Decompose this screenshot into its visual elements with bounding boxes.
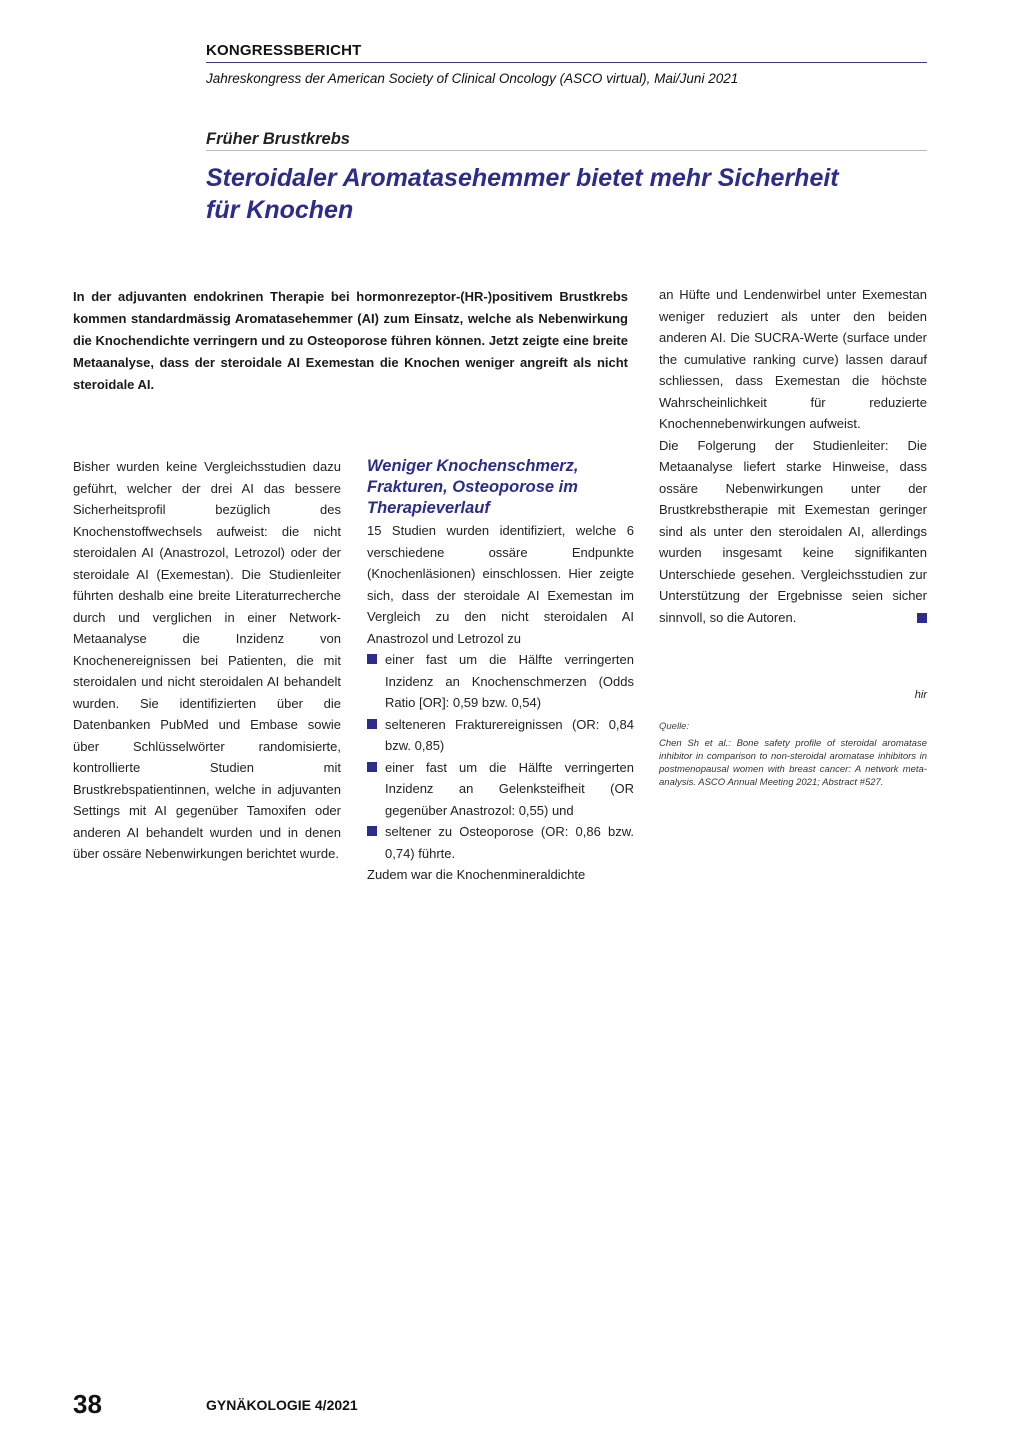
column-1 bbox=[73, 456, 341, 865]
header-rule bbox=[206, 62, 927, 63]
conclusion-text: Die Folgerung der Studienleiter: Die Metaanalyse liefert starke Hinweise, dass ossäre Nebenwirkungen unter der Brustkrebstherapie mit Exemestan geringer sind als unter den steroidalen AI, allerdings wurden insgesamt keine signifikanten Unterschiede gesehen. Vergleichsstudien zur Unterstützung der Ergebnisse seien sicher sinnvoll, so die Autoren. bbox=[659, 437, 927, 625]
kicker: KONGRESSBERICHT bbox=[206, 42, 362, 59]
section-rule bbox=[206, 150, 927, 151]
square-bullet-icon bbox=[367, 826, 377, 836]
bullet-list bbox=[367, 649, 634, 864]
section-title: Früher Brustkrebs bbox=[206, 130, 350, 148]
congress-line: Jahreskongress der American Society of Clinical Oncology (ASCO virtual), Mai/Juni 2021 bbox=[206, 71, 739, 86]
body-paragraph: Zudem war die Knochenmineraldichte bbox=[367, 867, 586, 882]
list-item-text: einer fast um die Hälfte verringerten Inzidenz an Knochenschmerzen (Odds Ratio [OR]: 0,59 bzw. 0,54) bbox=[385, 652, 634, 710]
body-paragraph: Bisher wurden keine Vergleichsstudien dazu geführt, welcher der drei AI das bessere Sicherheitsprofil bezüglich des Knochenstoffwechsels aufweist: die nicht steroidalen AI (Anastrozol, Letrozol) oder der steroidale AI (Exemestan). Die Studienleiter führten deshalb eine breite Literaturrecherche durch und verglichen in einer Network-Metaanalyse die Inzidenz von Knochenereignissen bei Patienten, die mit steroidalen und nicht steroidalen AI behandelt wurden. Sie identifizierten über die Datenbanken PubMed und Embase sowie über Schlüsselwörter randomisierte, kontrollierte Studien mit Brustkrebspatientinnen, welche in adjuvanten Settings mit AI gegenüber Tamoxifen oder anderen AI behandelt wurden und in denen über ossäre Nebenwirkungen berichtet wurde. bbox=[73, 459, 341, 861]
list-item bbox=[367, 757, 634, 822]
list-item bbox=[367, 649, 634, 714]
column-3 bbox=[659, 284, 927, 628]
end-square-icon bbox=[917, 613, 927, 623]
list-item-text: einer fast um die Hälfte verringerten Inzidenz an Gelenksteifheit (OR gegenüber Anastrozol: 0,55) und bbox=[385, 759, 634, 818]
square-bullet-icon bbox=[367, 654, 377, 664]
list-item-text: seltener zu Osteoporose (OR: 0,86 bzw. 0,74) führte. bbox=[385, 824, 634, 861]
headline-line-2: für Knochen bbox=[206, 196, 354, 224]
square-bullet-icon bbox=[367, 762, 377, 772]
page-number: 38 bbox=[73, 1389, 102, 1419]
column-2 bbox=[367, 456, 634, 886]
list-item bbox=[367, 714, 634, 757]
body-paragraph: an Hüfte und Lendenwirbel unter Exemestan weniger reduziert als unter den beiden anderen AI. Die SUCRA-Werte (surface under the cumulative ranking curve) lassen darauf schliessen, dass Exemestan die höchste Wahrscheinlichkeit für reduzierte Knochennebenwirkungen aufweist. bbox=[659, 287, 927, 431]
journal-issue: GYNÄKOLOGIE 4/2021 bbox=[206, 1397, 358, 1413]
headline-line-1: Steroidaler Aromatasehemmer bietet mehr Sicherheit bbox=[206, 164, 839, 192]
list-item bbox=[367, 821, 634, 864]
author-initials: hir bbox=[914, 689, 927, 701]
list-item-text: selteneren Frakturereignissen (OR: 0,84 bzw. 0,85) bbox=[385, 716, 634, 753]
lead-paragraph: In der adjuvanten endokrinen Therapie bei hormonrezeptor-(HR-)positivem Brustkrebs kommen standardmässig Aromatasehemmer (AI) zum Einsatz, welche als Nebenwirkung die Knochendichte verringern und zu Osteoporose führen können. Jetzt zeigte eine breite Metaanalyse, dass der steroidale AI Exemestan die Knochen weniger angreift als nicht steroidale AI. bbox=[73, 289, 628, 392]
source-reference: Chen Sh et al.: Bone safety profile of steroidal aromatase inhibitor in comparison to non-steroidal aromatase inhibitors in postmenopausal women with breast cancer: A network meta-analysis. ASCO Annual Meeting 2021; Abstract #527. bbox=[659, 738, 927, 788]
subheading: Weniger Knochenschmerz, Frakturen, Osteoporose im Therapieverlauf bbox=[367, 457, 579, 517]
body-paragraph: 15 Studien wurden identifiziert, welche 6 verschiedene ossäre Endpunkte (Knochenläsionen) einschlossen. Hier zeigte sich, dass der steroidale AI Exemestan im Vergleich zu den nicht steroidalen AI Anastrozol und Letrozol zu bbox=[367, 523, 634, 646]
source-label: Quelle: bbox=[659, 721, 690, 732]
square-bullet-icon bbox=[367, 719, 377, 729]
article-headline bbox=[206, 162, 926, 226]
conclusion-paragraph bbox=[659, 435, 927, 629]
